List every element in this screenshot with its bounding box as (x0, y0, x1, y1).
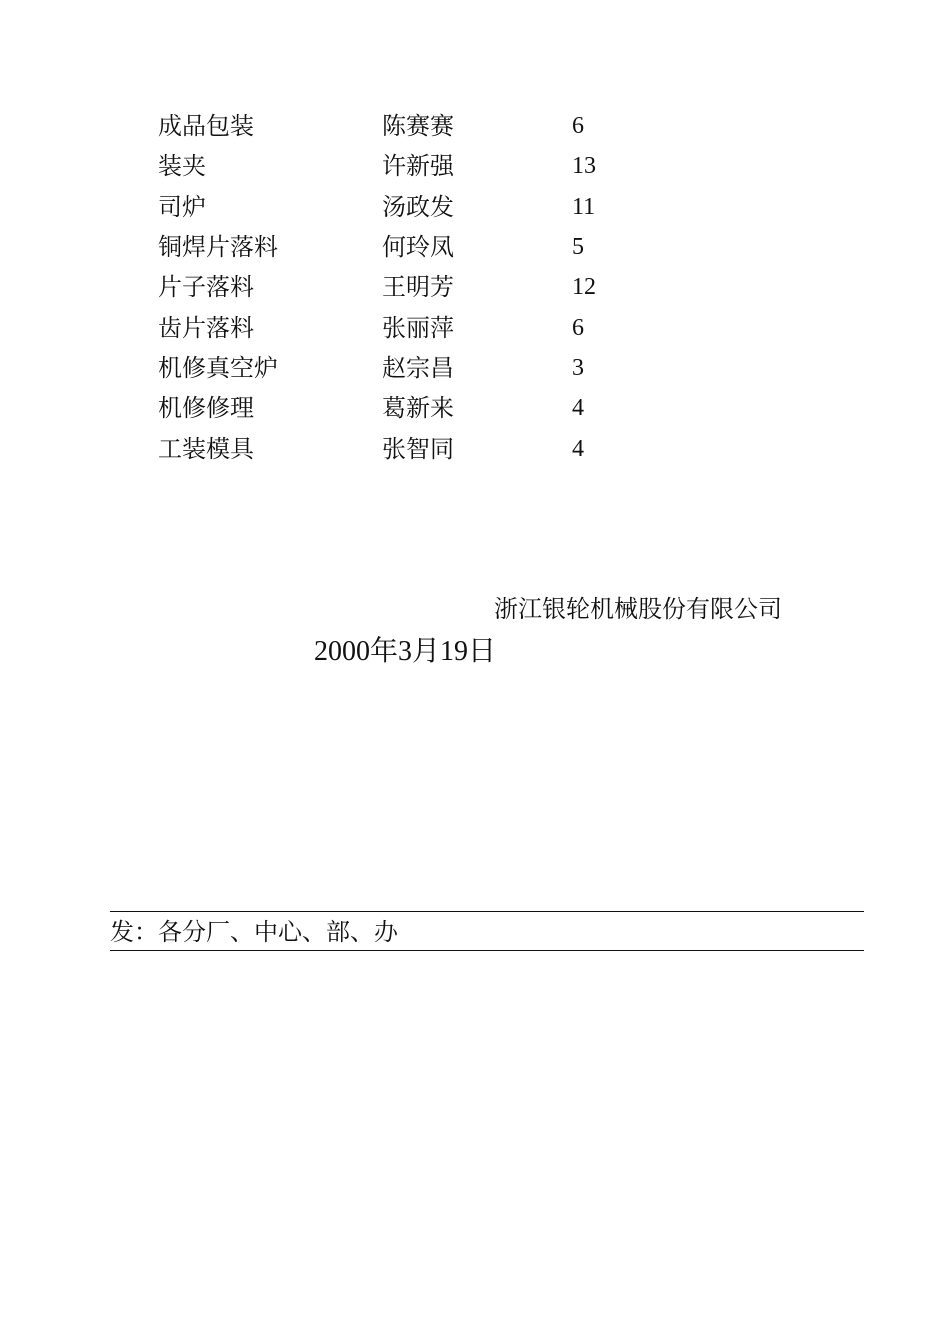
name-cell: 汤政发 (382, 192, 454, 221)
department-cell: 工装模具 (158, 434, 254, 463)
department-cell: 齿片落料 (158, 313, 254, 342)
table-row (158, 428, 628, 468)
table-row (158, 267, 628, 307)
name-cell: 王明芳 (382, 273, 454, 302)
name-cell: 张丽萍 (382, 313, 454, 342)
count-cell: 6 (572, 113, 584, 140)
issue-date: 2000年3月19日 (314, 636, 497, 667)
distribution-line (110, 911, 864, 951)
department-cell: 成品包装 (158, 112, 254, 141)
table-row (158, 348, 628, 388)
count-cell: 5 (572, 234, 584, 261)
count-cell: 13 (572, 153, 596, 180)
count-cell: 11 (572, 193, 596, 220)
count-cell: 4 (572, 395, 584, 422)
table-row (158, 227, 628, 267)
count-cell: 6 (572, 314, 584, 341)
table-row (158, 187, 628, 227)
name-cell: 葛新来 (382, 394, 454, 423)
name-cell: 张智同 (382, 434, 454, 463)
name-cell: 陈赛赛 (382, 112, 454, 141)
count-cell: 4 (572, 435, 584, 462)
department-cell: 片子落料 (158, 273, 254, 302)
department-cell: 机修修理 (158, 394, 254, 423)
count-cell: 12 (572, 274, 596, 301)
department-cell: 司炉 (158, 192, 206, 221)
count-cell: 3 (572, 354, 584, 381)
distribution-text: 发：各分厂、中心、部、办 (110, 918, 398, 946)
table-row (158, 388, 628, 428)
roster-table (158, 106, 628, 469)
name-cell: 许新强 (382, 152, 454, 181)
department-cell: 铜焊片落料 (158, 233, 278, 262)
company-name: 浙江银轮机械股份有限公司 (494, 595, 782, 623)
table-row (158, 106, 628, 146)
table-row (158, 307, 628, 347)
name-cell: 何玲凤 (382, 233, 454, 262)
table-row (158, 146, 628, 186)
name-cell: 赵宗昌 (382, 353, 454, 382)
department-cell: 机修真空炉 (158, 353, 278, 382)
department-cell: 装夹 (158, 152, 206, 181)
